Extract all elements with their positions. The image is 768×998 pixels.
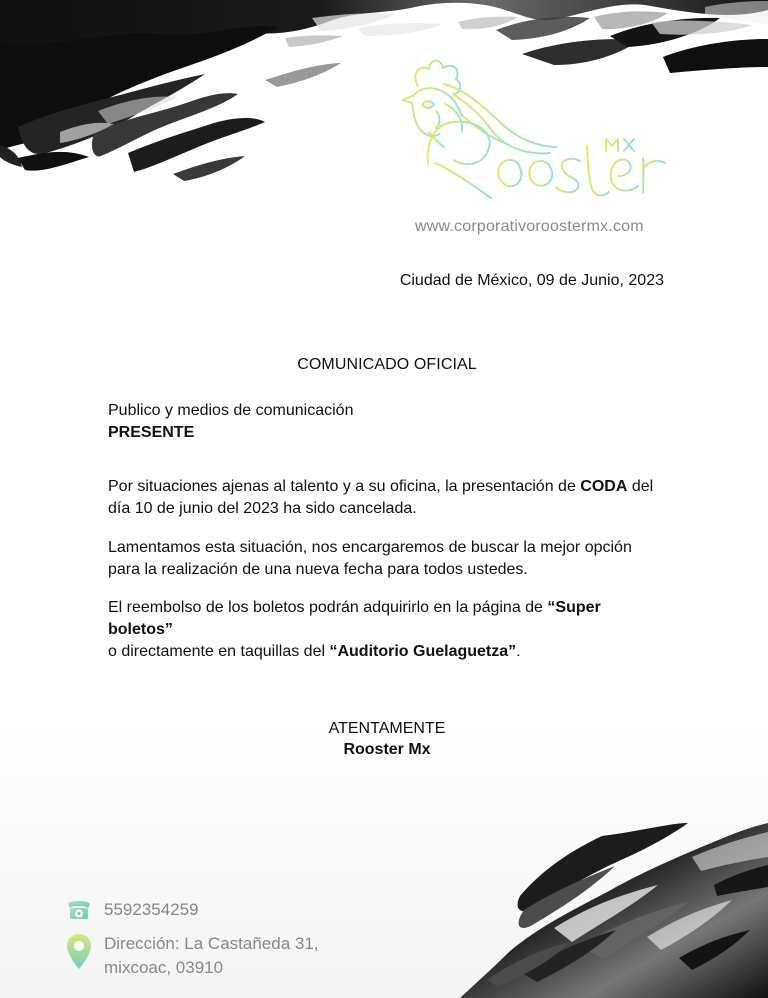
signature: Rooster Mx (343, 741, 431, 758)
phone-icon (65, 898, 93, 922)
venue-name: “Auditorio Guelaguetza” (329, 643, 517, 660)
paragraph-cancellation-end: del día 10 de junio del 2023 ha sido cancelada. (108, 478, 654, 517)
closing-line: ATENTAMENTE (328, 720, 446, 737)
paragraph-refund-end: . (516, 643, 521, 660)
paragraph-refund (108, 597, 664, 663)
recipient-block (108, 400, 353, 444)
address-line-1: Dirección: La Castañeda 31, (104, 934, 319, 953)
ticket-store-name: “Super boletos” (108, 599, 601, 638)
recipient-line: Publico y medios de comunicación (108, 402, 354, 419)
official-title: COMUNICADO OFICIAL (297, 356, 477, 373)
phone-number: 5592354259 (104, 900, 199, 919)
recipient-status: PRESENTE (108, 424, 195, 441)
bottom-brush-stroke (438, 823, 768, 998)
address-line-2: mixcoac, 03910 (104, 958, 224, 977)
paragraph-refund-start: El reembolso de los boletos podrán adquirirlo en la página de (108, 599, 548, 616)
paragraph-cancellation-start: Por situaciones ajenas al talento y a su oficina, la presentación de (108, 478, 581, 495)
event-name: CODA (580, 478, 628, 495)
address-text (104, 932, 319, 980)
letter-date: Ciudad de México, 09 de Junio, 2023 (399, 272, 664, 289)
paragraph-regret: Lamentamos esta situación, nos encargaremos de buscar la mejor opción para la realización de una nueva fecha para todos ustedes. (108, 539, 632, 578)
website-url: www.corporativoroostermx.com (415, 218, 644, 235)
address-contact (65, 932, 319, 980)
paragraph-cancellation (108, 476, 664, 520)
closing-block (0, 718, 768, 760)
phone-contact (65, 898, 199, 922)
location-pin-icon (65, 932, 93, 972)
rooster-logo (395, 52, 667, 217)
mx-mark-icon (606, 139, 634, 151)
paragraph-refund-middle: o directamente en taquillas del (108, 643, 330, 660)
rooster-head-icon (403, 96, 439, 136)
